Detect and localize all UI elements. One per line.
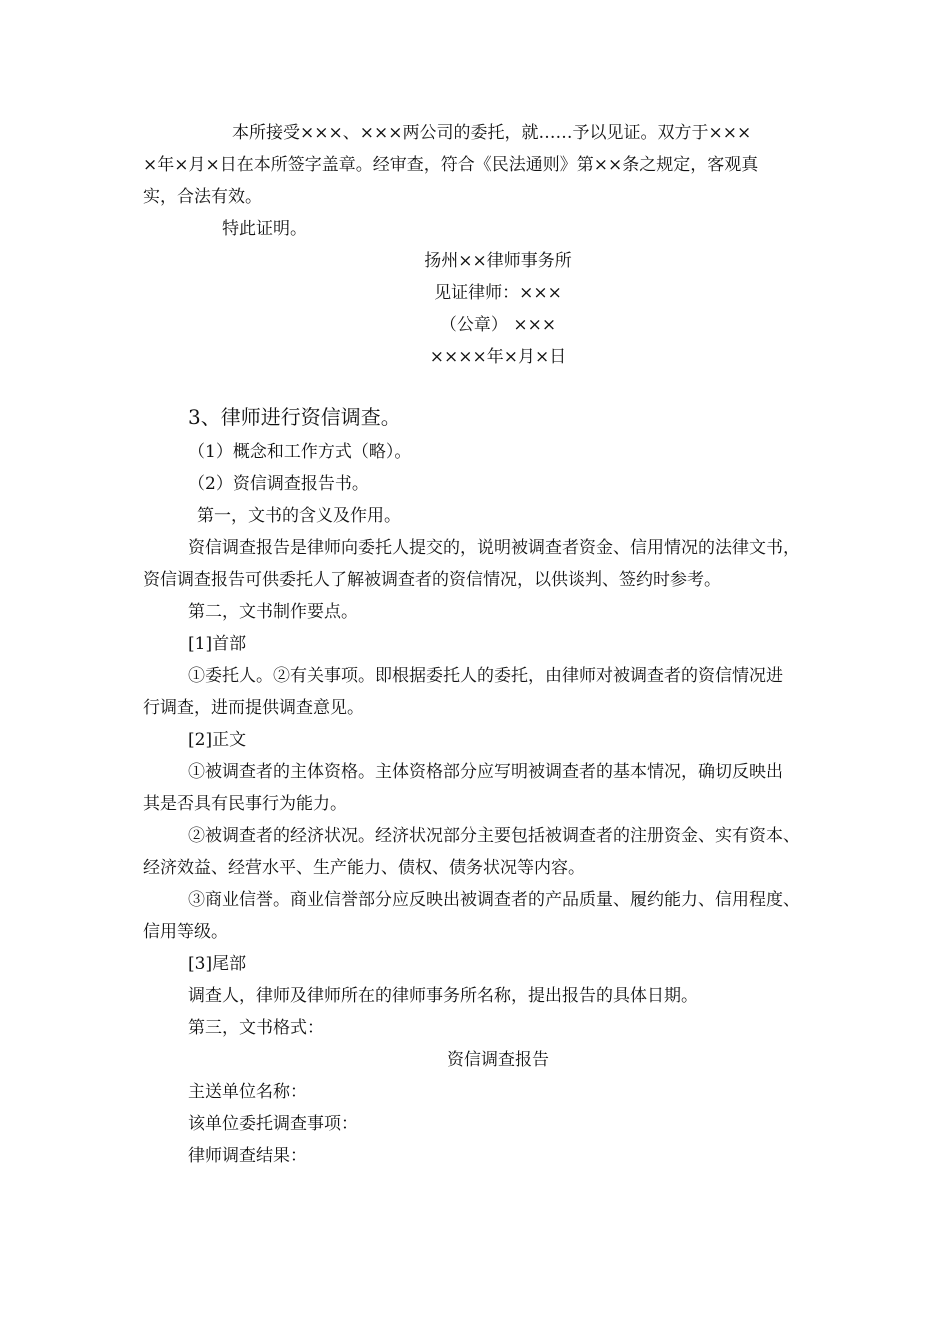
body-label: [2]正文	[188, 730, 247, 750]
signature-witness-lawyer: 见证律师：×××	[434, 283, 562, 303]
intro-line-2: ×年×月×日在本所签字盖章。经审查，符合《民法通则》第××条之规定，客观真	[143, 155, 759, 175]
report-field-results: 律师调查结果：	[188, 1146, 307, 1166]
section-heading: 3、律师进行资信调查。	[188, 405, 401, 429]
head-paragraph-line-2: 行调查，进而提供调查意见。	[143, 698, 364, 718]
item-2: （2）资信调查报告书。	[188, 474, 369, 494]
signature-firm: 扬州××律师事务所	[424, 251, 572, 271]
intro-line-3: 实，合法有效。	[143, 187, 262, 207]
report-field-recipient: 主送单位名称：	[188, 1082, 307, 1102]
tail-label: [3]尾部	[188, 954, 247, 974]
body-item-b-line-1: ②被调查者的经济状况。经济状况部分主要包括被调查者的注册资金、实有资本、	[188, 826, 800, 846]
signature-seal: （公章） ×××	[439, 315, 557, 335]
item-1: （1）概念和工作方式（略）。	[188, 442, 412, 462]
first-heading: 第一，文书的含义及作用。	[197, 506, 401, 526]
body-item-a-line-1: ①被调查者的主体资格。主体资格部分应写明被调查者的基本情况，确切反映出	[188, 762, 783, 782]
first-paragraph-line-1: 资信调查报告是律师向委托人提交的，说明被调查者资金、信用情况的法律文书，	[188, 538, 800, 558]
certify-text: 特此证明。	[222, 219, 307, 239]
third-heading: 第三，文书格式：	[188, 1018, 324, 1038]
body-item-c-line-1: ③商业信誉。商业信誉部分应反映出被调查者的产品质量、履约能力、信用程度、	[188, 890, 800, 910]
report-field-matters: 该单位委托调查事项：	[188, 1114, 358, 1134]
second-heading: 第二，文书制作要点。	[188, 602, 358, 622]
body-item-c-line-2: 信用等级。	[143, 922, 228, 942]
head-label: [1]首部	[188, 634, 247, 654]
body-item-b-line-2: 经济效益、经营水平、生产能力、债权、债务状况等内容。	[143, 858, 585, 878]
intro-line-1: 本所接受×××、×××两公司的委托，就……予以见证。双方于×××	[232, 123, 752, 143]
tail-paragraph: 调查人，律师及律师所在的律师事务所名称，提出报告的具体日期。	[188, 986, 698, 1006]
report-title: 资信调查报告	[447, 1050, 549, 1070]
head-paragraph-line-1: ①委托人。②有关事项。即根据委托人的委托，由律师对被调查者的资信情况进	[188, 666, 783, 686]
first-paragraph-line-2: 资信调查报告可供委托人了解被调查者的资信情况，以供谈判、签约时参考。	[143, 570, 721, 590]
body-item-a-line-2: 其是否具有民事行为能力。	[143, 794, 347, 814]
signature-date: ××××年×月×日	[429, 347, 567, 367]
